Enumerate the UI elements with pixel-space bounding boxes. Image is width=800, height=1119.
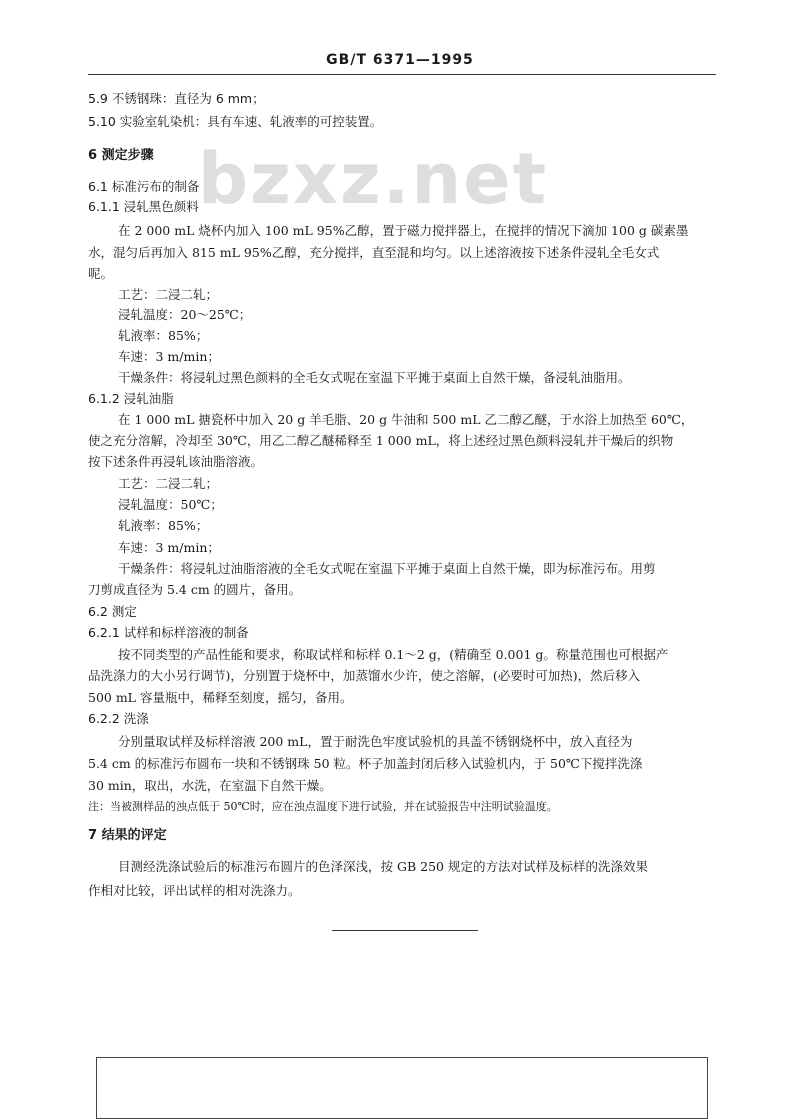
clause-5-9: 5.9 不锈钢珠：直径为 6 mm； [88, 91, 265, 106]
condition-line: 干燥条件：将浸轧过黑色颜料的全毛女式呢在室温下平摊于桌面上自然干燥，备浸轧油脂用。 [118, 370, 631, 385]
note: 注：当被测样品的浊点低于 50℃时，应在浊点温度下进行试验，并在试验报告中注明试验温度。 [88, 800, 558, 813]
condition-line: 车速：3 m/min； [118, 349, 220, 364]
paragraph-line: 品洗涤力的大小另行调节)，分别置于烧杯中，加蒸馏水少许，使之溶解，(必要时可加热)，然后移入 [88, 668, 641, 683]
paragraph-line: 在 2 000 mL 烧杯内加入 100 mL 95%乙醇，置于磁力搅拌器上，在搅拌的情况下滴加 100 g 碳素墨 [118, 223, 689, 238]
paragraph-line: 分别量取试样及标样溶液 200 mL，置于耐洗色牢度试验机的具盖不锈钢烧杯中，放入直径为 [118, 734, 633, 749]
paragraph-line: 作相对比较，评出试样的相对洗涤力。 [88, 883, 301, 898]
section-7-heading: 7 结果的评定 [88, 828, 167, 843]
clause-6-1-2: 6.1.2 浸轧油脂 [88, 391, 174, 406]
condition-line: 浸轧温度：50℃； [118, 497, 223, 512]
clause-6-2: 6.2 测定 [88, 604, 137, 619]
condition-line: 工艺：二浸二轧； [118, 287, 219, 302]
clause-5-10: 5.10 实验室轧染机：具有车速、轧液率的可控装置。 [88, 114, 383, 129]
paragraph-line: 呢。 [88, 266, 114, 281]
paragraph-line: 在 1 000 mL 搪瓷杯中加入 20 g 羊毛脂、20 g 牛油和 500 mL 乙二醇乙醚，于水浴上加热至 60℃， [118, 412, 694, 427]
paragraph-line: 使之充分溶解，冷却至 30℃，用乙二醇乙醚稀释至 1 000 mL，将上述经过黑色颜料浸轧并干燥后的织物 [88, 433, 674, 448]
condition-line: 轧液率：85%； [118, 328, 209, 343]
paragraph-line: 500 mL 容量瓶中，稀释至刻度，摇匀，备用。 [88, 690, 353, 705]
section-6-heading: 6 测定步骤 [88, 148, 154, 163]
watermark: bzxz.net [198, 138, 549, 220]
paragraph-line: 目测经洗涤试验后的标准污布圆片的色泽深浅，按 GB 250 规定的方法对试样及标样的洗涤效果 [118, 859, 648, 874]
paragraph-line: 30 min，取出，水洗，在室温下自然干燥。 [88, 778, 332, 793]
clause-6-1: 6.1 标准污布的制备 [88, 179, 200, 194]
header-rule [88, 74, 716, 75]
clause-6-2-1: 6.2.1 试样和标样溶液的制备 [88, 625, 249, 640]
end-of-document-rule [332, 930, 478, 931]
condition-line: 车速：3 m/min； [118, 540, 220, 555]
footer-frame [96, 1057, 708, 1119]
condition-line: 工艺：二浸二轧； [118, 476, 219, 491]
condition-line: 浸轧温度：20～25℃； [118, 307, 252, 322]
paragraph-line: 按不同类型的产品性能和要求，称取试样和标样 0.1～2 g，(精确至 0.001 g。称量范围也可根据产 [118, 647, 669, 662]
paragraph-line: 刀剪成直径为 5.4 cm 的圆片，备用。 [88, 582, 302, 597]
standard-code-header: GB/T 6371—1995 [326, 52, 474, 68]
condition-line: 轧液率：85%； [118, 518, 209, 533]
condition-line: 干燥条件：将浸轧过油脂溶液的全毛女式呢在室温下平摊于桌面上自然干燥，即为标准污布。用剪 [118, 561, 656, 576]
paragraph-line: 5.4 cm 的标准污布圆布一块和不锈钢珠 50 粒。杯子加盖封闭后移入试验机内，于 50℃下搅拌洗涤 [88, 756, 643, 771]
clause-6-2-2: 6.2.2 洗涤 [88, 711, 149, 726]
clause-6-1-1: 6.1.1 浸轧黑色颜料 [88, 199, 199, 214]
paragraph-line: 按下述条件再浸轧该油脂溶液。 [88, 454, 264, 469]
paragraph-line: 水，混匀后再加入 815 mL 95%乙醇，充分搅拌，直至混和均匀。以上述溶液按下述条件浸轧全毛女式 [88, 245, 660, 260]
